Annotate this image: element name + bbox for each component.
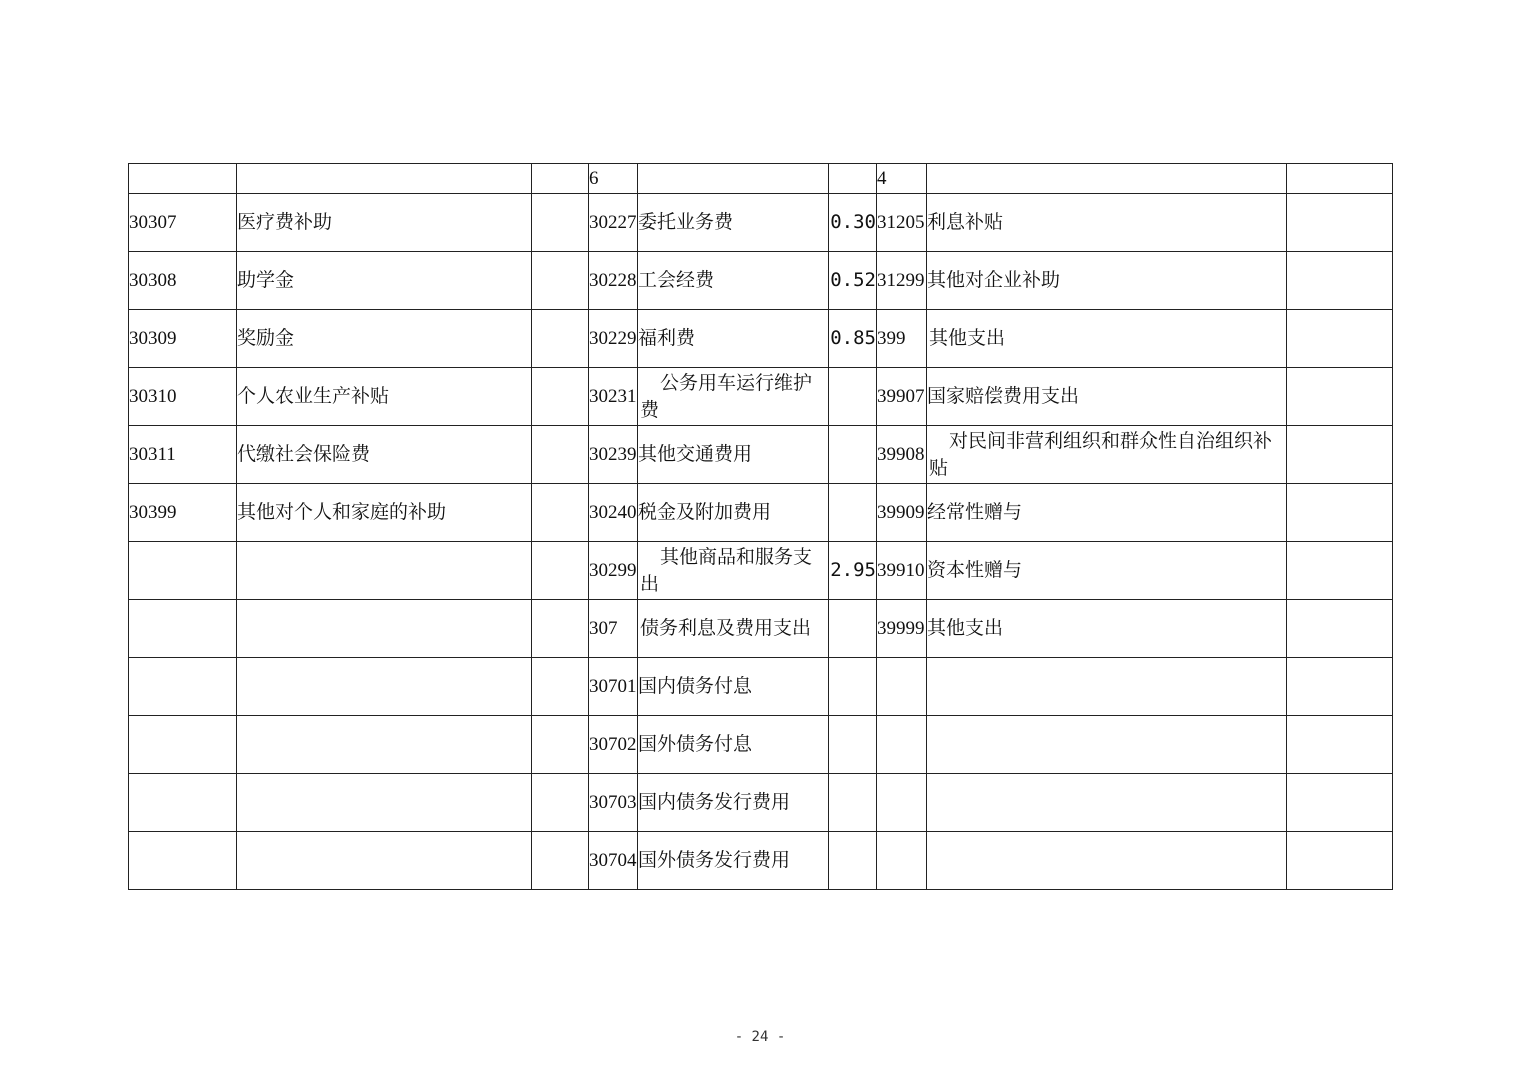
table-row (129, 716, 1393, 774)
section2-name: 国外债务发行费用 (638, 832, 829, 890)
section3-value (1287, 368, 1393, 426)
section3-name (927, 716, 1287, 774)
section3-name (927, 832, 1287, 890)
section1-value (532, 542, 589, 600)
section3-code (877, 832, 927, 890)
section3-code: 39999 (877, 600, 927, 658)
page-number: - 24 - (734, 1029, 786, 1045)
section1-code (129, 774, 237, 832)
section1-name (237, 658, 532, 716)
section1-code: 30310 (129, 368, 237, 426)
section2-code: 30240 (589, 484, 638, 542)
table-row (129, 484, 1393, 542)
section2-value: 2.95 (829, 542, 877, 600)
budget-classification-table (128, 163, 1393, 890)
table-row (129, 194, 1393, 252)
section2-code: 30702 (589, 716, 638, 774)
section2-value (829, 600, 877, 658)
section3-code: 31205 (877, 194, 927, 252)
section1-value (532, 600, 589, 658)
section1-value (532, 484, 589, 542)
section3-name (927, 658, 1287, 716)
table-row (129, 252, 1393, 310)
section2-value (829, 164, 877, 194)
table-body (129, 164, 1393, 890)
section3-code: 39907 (877, 368, 927, 426)
section1-code: 30309 (129, 310, 237, 368)
section1-code (129, 600, 237, 658)
section1-name: 医疗费补助 (237, 194, 532, 252)
section2-value: 0.52 (829, 252, 877, 310)
section3-name: 经常性赠与 (927, 484, 1287, 542)
section3-code: 39910 (877, 542, 927, 600)
section2-name: 国外债务付息 (638, 716, 829, 774)
section1-name (237, 600, 532, 658)
section2-value (829, 426, 877, 484)
section1-name: 助学金 (237, 252, 532, 310)
section3-code (877, 658, 927, 716)
section3-code: 399 (877, 310, 927, 368)
section1-value (532, 426, 589, 484)
section1-value (532, 658, 589, 716)
section1-value (532, 164, 589, 194)
section1-value (532, 194, 589, 252)
section2-value (829, 832, 877, 890)
section3-value (1287, 164, 1393, 194)
section2-name: 公务用车运行维护费 (638, 368, 829, 426)
section2-value: 0.85 (829, 310, 877, 368)
section2-code: 30231 (589, 368, 638, 426)
section2-name: 国内债务发行费用 (638, 774, 829, 832)
section1-name (237, 716, 532, 774)
section2-value (829, 484, 877, 542)
section2-name: 其他商品和服务支出 (638, 542, 829, 600)
section3-code (877, 774, 927, 832)
section2-value (829, 368, 877, 426)
section3-value (1287, 484, 1393, 542)
section2-name: 其他交通费用 (638, 426, 829, 484)
section3-value (1287, 774, 1393, 832)
section3-value (1287, 600, 1393, 658)
section2-code: 30299 (589, 542, 638, 600)
section1-value (532, 368, 589, 426)
section1-code: 30399 (129, 484, 237, 542)
table-row (129, 600, 1393, 658)
section2-code: 30229 (589, 310, 638, 368)
section2-code: 30227 (589, 194, 638, 252)
section1-value (532, 252, 589, 310)
section3-name: 对民间非营利组织和群众性自治组织补贴 (927, 426, 1287, 484)
table-row (129, 426, 1393, 484)
section3-code (877, 716, 927, 774)
table-row (129, 542, 1393, 600)
section2-code: 30228 (589, 252, 638, 310)
section2-name: 福利费 (638, 310, 829, 368)
section1-code (129, 164, 237, 194)
section3-name (927, 164, 1287, 194)
table-row (129, 832, 1393, 890)
section3-code: 31299 (877, 252, 927, 310)
table-row (129, 164, 1393, 194)
section2-code: 6 (589, 164, 638, 194)
section2-code: 307 (589, 600, 638, 658)
section3-code: 39908 (877, 426, 927, 484)
section1-name: 代缴社会保险费 (237, 426, 532, 484)
section1-value (532, 774, 589, 832)
section2-value (829, 658, 877, 716)
section3-value (1287, 716, 1393, 774)
section3-value (1287, 310, 1393, 368)
section2-name: 国内债务付息 (638, 658, 829, 716)
section2-name: 税金及附加费用 (638, 484, 829, 542)
section1-value (532, 716, 589, 774)
section1-name (237, 164, 532, 194)
section1-code: 30307 (129, 194, 237, 252)
section3-name: 其他支出 (927, 600, 1287, 658)
section1-code (129, 542, 237, 600)
section1-code (129, 832, 237, 890)
section1-code (129, 716, 237, 774)
section1-name: 奖励金 (237, 310, 532, 368)
section2-value (829, 774, 877, 832)
section3-value (1287, 542, 1393, 600)
section2-name (638, 164, 829, 194)
section3-value (1287, 832, 1393, 890)
section1-code: 30311 (129, 426, 237, 484)
section2-code: 30703 (589, 774, 638, 832)
section2-code: 30704 (589, 832, 638, 890)
section3-value (1287, 252, 1393, 310)
section3-name: 利息补贴 (927, 194, 1287, 252)
section2-code: 30239 (589, 426, 638, 484)
section1-name (237, 542, 532, 600)
section3-name: 国家赔偿费用支出 (927, 368, 1287, 426)
section3-name: 资本性赠与 (927, 542, 1287, 600)
section1-name: 其他对个人和家庭的补助 (237, 484, 532, 542)
section2-value: 0.30 (829, 194, 877, 252)
table-row (129, 368, 1393, 426)
section1-name: 个人农业生产补贴 (237, 368, 532, 426)
section3-value (1287, 194, 1393, 252)
section2-name: 债务利息及费用支出 (638, 600, 829, 658)
section3-value (1287, 658, 1393, 716)
section2-name: 委托业务费 (638, 194, 829, 252)
section3-code: 4 (877, 164, 927, 194)
section3-code: 39909 (877, 484, 927, 542)
section3-value (1287, 426, 1393, 484)
section3-name (927, 774, 1287, 832)
table-row (129, 774, 1393, 832)
table-row (129, 310, 1393, 368)
section1-name (237, 832, 532, 890)
section3-name: 其他对企业补助 (927, 252, 1287, 310)
section1-value (532, 832, 589, 890)
section1-code (129, 658, 237, 716)
table-row (129, 658, 1393, 716)
section2-code: 30701 (589, 658, 638, 716)
section1-name (237, 774, 532, 832)
section3-name: 其他支出 (927, 310, 1287, 368)
section2-value (829, 716, 877, 774)
section1-value (532, 310, 589, 368)
section2-name: 工会经费 (638, 252, 829, 310)
section1-code: 30308 (129, 252, 237, 310)
